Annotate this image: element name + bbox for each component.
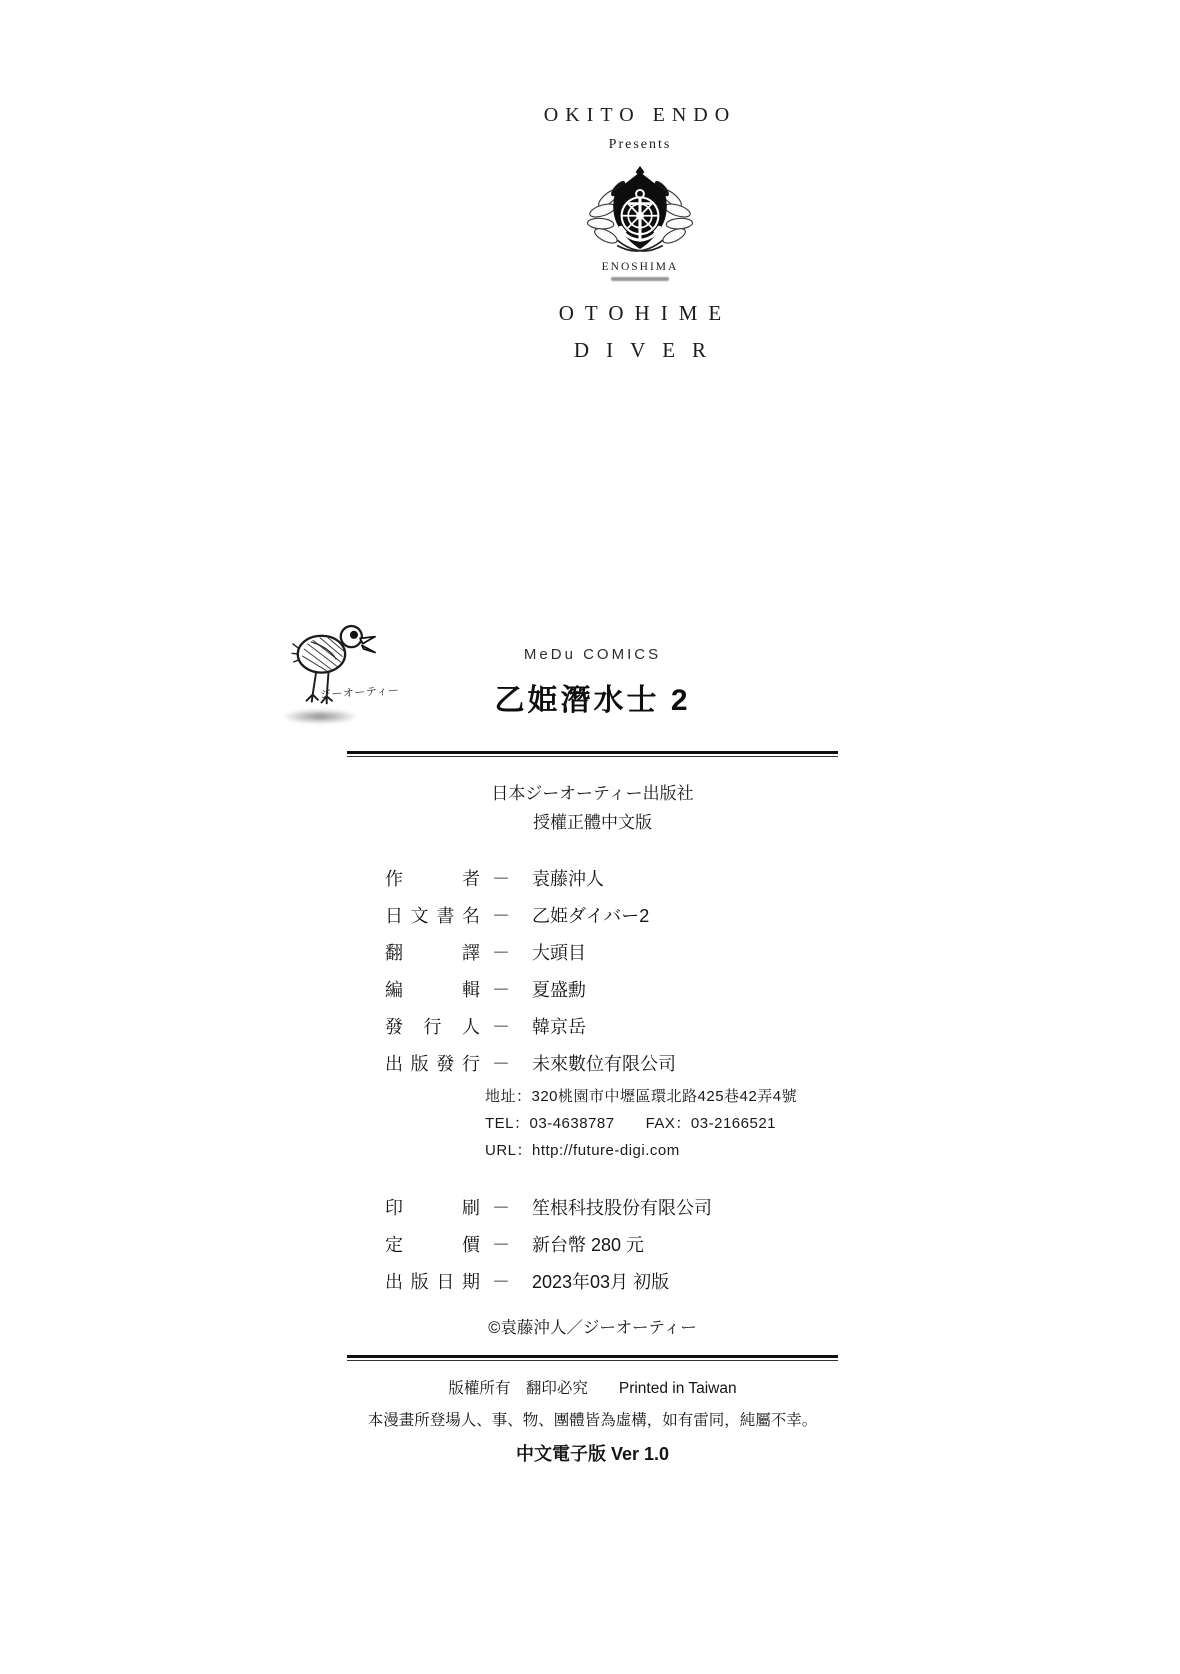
dash-separator: － [492,905,510,926]
credit-label: 作者 [385,868,480,889]
divider-top [347,751,838,757]
credit-row-editor [385,970,838,1007]
credit-value: 夏盛勳 [532,979,586,1000]
credits-list [385,859,838,1081]
credit-label: 印刷 [385,1197,480,1218]
title-english-line2: DIVER [573,338,724,362]
dash-separator: － [492,1053,510,1074]
credit-row-printer [385,1188,838,1225]
credit-row-author [385,859,838,896]
credit-label: 翻譯 [385,942,480,963]
credit-row-price [385,1225,838,1262]
credit-label: 發行人 [385,1016,480,1037]
credit-value: 2023年03月 初版 [532,1271,670,1292]
publisher-tel-fax: TEL：03-4638787 FAX：03-2166521 [485,1115,777,1132]
copyright-line: ©袁藤沖人／ジーオーティー [488,1319,697,1337]
license-statement [347,779,838,837]
credit-row-publishing-company [385,1044,838,1081]
license-line1: 日本ジーオーティー出版社 [491,784,694,803]
emblem-enoshima-label: ENOSHIMA [601,261,679,273]
imprint-label: MeDu COMICS [523,646,662,663]
publisher-contact-details [485,1083,838,1164]
title-english-line1: OTOHIME [558,301,733,325]
footer-notices [347,1373,838,1472]
author-name-english: OKITO ENDO [543,104,737,126]
credit-row-publish-date [385,1262,838,1299]
credit-label: 出版發行 [385,1053,480,1074]
book-title: 乙姫潛水士 2 [494,684,691,717]
license-line2: 授權正體中文版 [533,813,652,832]
dash-separator: － [492,942,510,963]
mascot-caption: ジーオーティー [319,684,400,702]
dash-separator: － [492,1016,510,1037]
credit-label: 編輯 [385,979,480,1000]
credit-row-publisher-person [385,1007,838,1044]
rights-reserved-line: 版權所有 翻印必究 Printed in Taiwan [448,1380,737,1397]
fiction-disclaimer-line: 本漫畫所登場人、事、物、團體皆為虛構，如有雷同，純屬不幸。 [367,1412,818,1429]
digital-edition-version: 中文電子版 Ver 1.0 [515,1444,670,1464]
dash-separator: － [492,1271,510,1292]
anchor-wheel-crest-icon [577,165,703,263]
credits-list-print [385,1188,838,1299]
credit-row-translator [385,933,838,970]
credit-label: 定價 [385,1234,480,1255]
emblem-tagline-illegible-text [611,277,669,281]
credit-row-japanese-title [385,896,838,933]
credit-value: 新台幣 280 元 [532,1234,645,1255]
divider-bottom [347,1355,838,1361]
credit-value: 韓京岳 [532,1016,586,1037]
credit-value: 未來數位有限公司 [532,1053,676,1074]
top-title-block [440,104,840,363]
presents-label: Presents [608,137,672,152]
credit-label: 出版日期 [385,1271,480,1292]
colophon [347,640,838,1472]
publisher-url: URL：http://future-digi.com [485,1142,680,1159]
enoshima-emblem [440,165,840,263]
dash-separator: － [492,868,510,889]
dash-separator: － [492,1234,510,1255]
dash-separator: － [492,1197,510,1218]
publisher-address: 地址：320桃園市中壢區環北路425巷42弄4號 [485,1088,798,1105]
dash-separator: － [492,979,510,1000]
credit-label: 日文書名 [385,905,480,926]
credit-value: 乙姫ダイバー2 [532,905,650,926]
credit-value: 大頭目 [532,942,586,963]
credit-value: 笙根科技股份有限公司 [532,1197,712,1218]
credit-value: 袁藤沖人 [532,868,604,889]
